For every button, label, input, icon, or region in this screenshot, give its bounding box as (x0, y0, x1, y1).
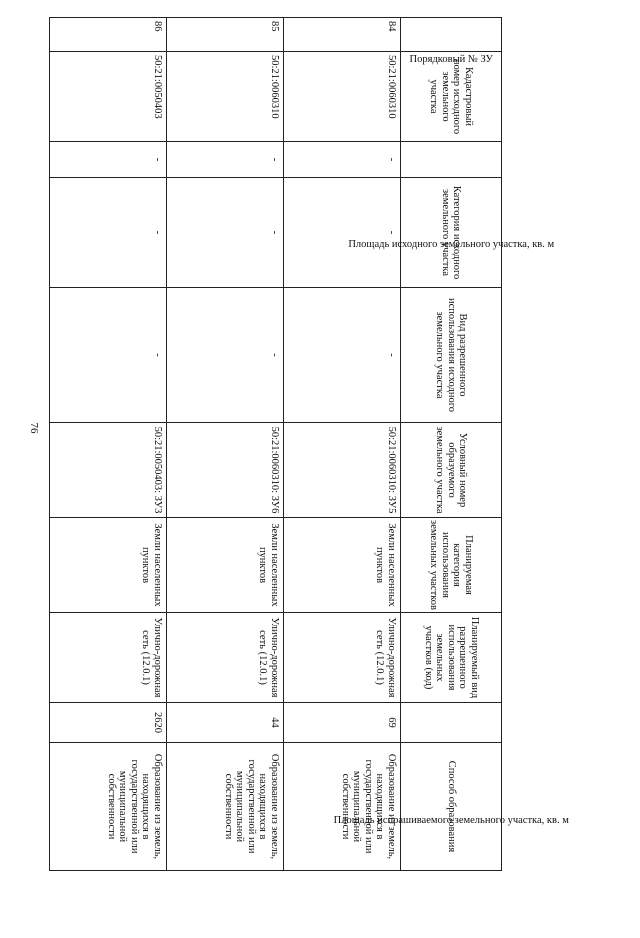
header-method: Способ образования (401, 743, 502, 871)
header-conditional-number: Условный номер образуемого земельного участка (401, 423, 502, 518)
cell-row-number: 85 (167, 18, 284, 52)
header-requested-area: Площадь испрашиваемого земельного участка, кв. м (401, 703, 502, 743)
cell-source-use: - (284, 288, 401, 423)
cell-row-number: 86 (50, 18, 167, 52)
cell-conditional-number: 50:21:0050403: ЗУ3 (50, 423, 167, 518)
cell-source-area: - (50, 142, 167, 178)
table (49, 17, 569, 871)
header-planned-use: Планируемый вид разрешенного использования земельных участков (код) (401, 613, 502, 703)
cell-planned-use: Улично-дорожная сеть (12.0.1) (50, 613, 167, 703)
cell-planned-use: Улично-дорожная сеть (12.0.1) (167, 613, 284, 703)
cell-method: Образование из земель, находящихся в государственной или муниципальной собственности (284, 743, 401, 871)
table-row (167, 18, 284, 871)
table-header-row (401, 18, 502, 871)
cell-planned-category: Земли населенных пунктов (167, 518, 284, 613)
page-number: 76 (28, 422, 40, 434)
table-row (284, 18, 401, 871)
cell-source-category: - (50, 178, 167, 288)
cell-cadastral-number: 50:21:0050403 (50, 52, 167, 142)
cell-source-category: - (284, 178, 401, 288)
land-plots-table (59, 17, 569, 870)
table-row (50, 18, 167, 871)
cell-method: Образование из земель, находящихся в государственной или муниципальной собственности (50, 743, 167, 871)
cell-method: Образование из земель, находящихся в государственной или муниципальной собственности (167, 743, 284, 871)
cell-planned-use: Улично-дорожная сеть (12.0.1) (284, 613, 401, 703)
cell-row-number: 84 (284, 18, 401, 52)
header-source-use: Вид разрешенного использования исходного земельного участка (401, 288, 502, 423)
header-source-area: Площадь исходного земельного участка, кв. м (401, 142, 502, 178)
cell-requested-area: 2620 (50, 703, 167, 743)
cell-source-category: - (167, 178, 284, 288)
header-row-number: Порядковый № ЗУ (401, 18, 502, 52)
cell-source-use: - (167, 288, 284, 423)
cell-source-use: - (50, 288, 167, 423)
cell-conditional-number: 50:21:0060310: ЗУ6 (167, 423, 284, 518)
cell-cadastral-number: 50:21:0060310 (167, 52, 284, 142)
cell-requested-area: 44 (167, 703, 284, 743)
cell-source-area: - (284, 142, 401, 178)
cell-requested-area: 69 (284, 703, 401, 743)
header-planned-category: Планируемая категория использования земельных участков (401, 518, 502, 613)
cell-cadastral-number: 50:21:0060310 (284, 52, 401, 142)
header-cadastral-number: Кадастровый номер исходного земельного участка (401, 52, 502, 142)
cell-planned-category: Земли населенных пунктов (284, 518, 401, 613)
cell-planned-category: Земли населенных пунктов (50, 518, 167, 613)
cell-source-area: - (167, 142, 284, 178)
cell-conditional-number: 50:21:0060310: ЗУ5 (284, 423, 401, 518)
header-source-category: Категория исходного земельного участка (401, 178, 502, 288)
